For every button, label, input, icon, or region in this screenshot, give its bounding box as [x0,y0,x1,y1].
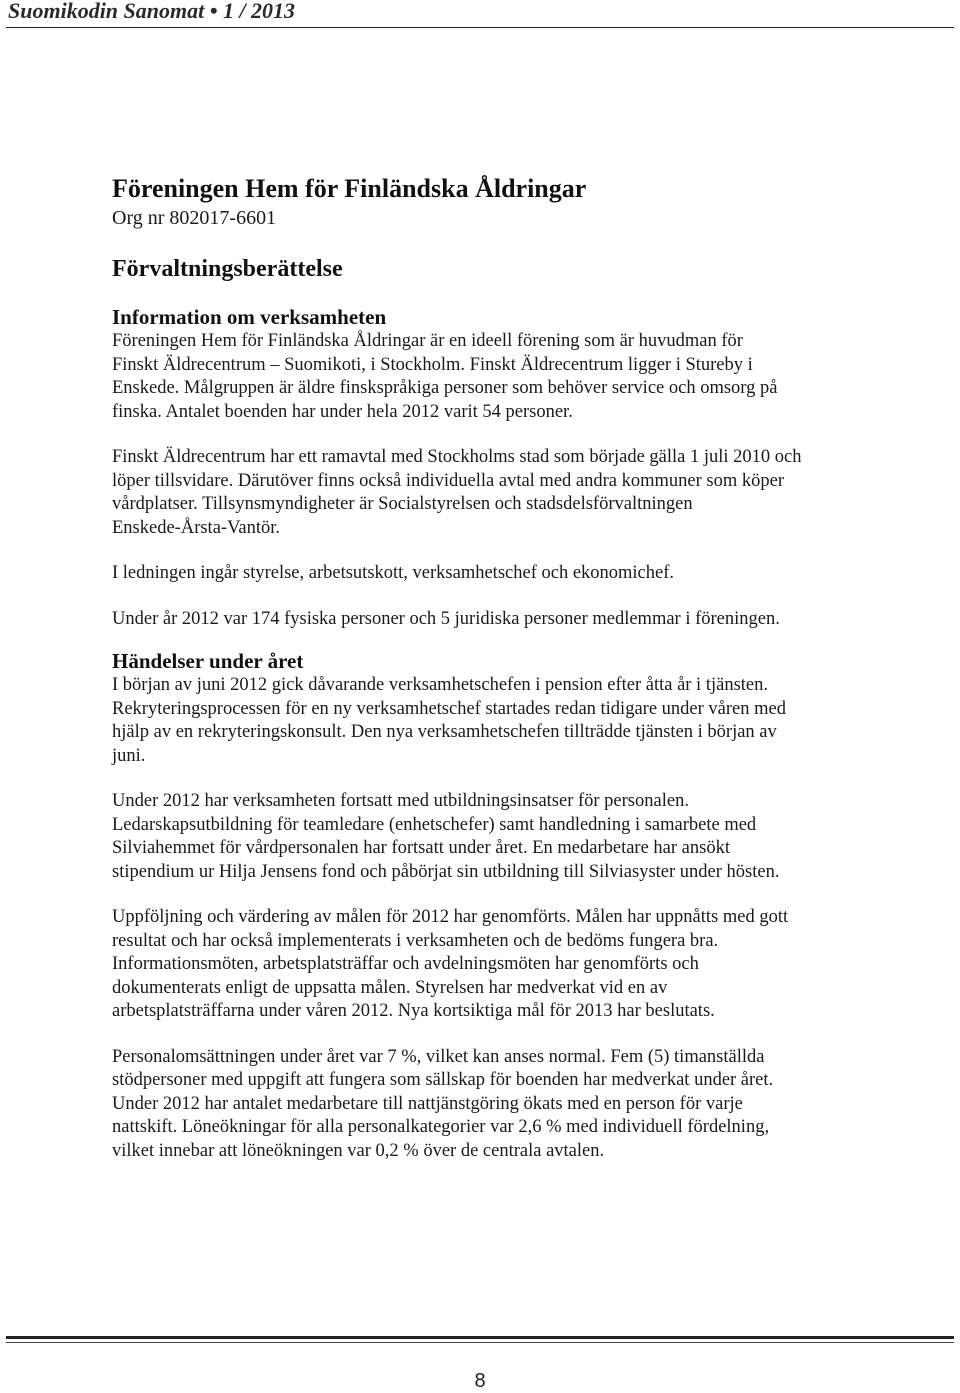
text-line: vilket innebar att löneökningen var 0,2 % över de centrala avtalen. [112,1140,605,1161]
text-line: Under 2012 har verksamheten fortsatt med utbildningsinsatser för personalen. [112,791,689,811]
section-events [112,648,902,1163]
text-line: Ledarskapsutbildning för teamledare (enhetschefer) samt handledning i samarbete med [112,814,757,835]
text-line: Finskt Äldrecentrum har ett ramavtal med Stockholms stad som började gälla 1 juli 2010 och [112,447,802,467]
text-line: finska. Antalet boenden har under hela 2012 varit 54 personer. [112,401,573,422]
text-line: Informationsmöten, arbetsplatsträffar och avdelningsmöten har genomförts och [112,954,699,974]
text-line: arbetsplatsträffarna under våren 2012. Nya kortsiktiga mål för 2013 har beslutats. [112,1001,715,1021]
document-body [112,172,902,1163]
text-line: stödpersoner med uppgift att fungera som sällskap för boenden har medverkat under året. [112,1070,774,1090]
organization-name: Föreningen Hem för Finländska Åldringar [112,174,587,203]
text-line: Silviahemmet för vårdpersonalen har fortsatt under året. En medarbetare har ansökt [112,838,730,858]
text-line: I början av juni 2012 gick dåvarande verksamhetschefen i pension efter åtta år i tjänsten. [112,675,768,695]
section-information [112,304,902,631]
text-line: Uppföljning och värdering av målen för 2012 har genomförts. Målen har uppnåtts med gott [112,907,789,927]
paragraph [112,1046,902,1164]
masthead [6,0,954,28]
paragraph [112,906,902,1024]
text-line: nattskift. Löneökningar för alla personalkategorier var 2,6 % med individuell fördelning, [112,1117,770,1137]
organization-number: Org nr 802017-6601 [112,207,277,229]
footer-divider [6,1336,954,1343]
text-line: stipendium ur Hilja Jensens fond och påbörjat sin utbildning till Silviasyster under hösten. [112,861,780,882]
page-number: 8 [474,1370,486,1392]
text-line: Enskede-Årsta-Vantör. [112,517,280,538]
paragraph [112,330,902,424]
text-line: Enskede. Målgruppen är äldre finskspråkiga personer som behöver service och omsorg på [112,378,778,398]
text-line: Finskt Äldrecentrum – Suomikoti, i Stockholm. Finskt Äldrecentrum ligger i Stureby i [112,354,753,375]
paragraph [112,608,902,632]
footer-rule-thick [6,1336,954,1339]
text-line: juni. [112,745,146,766]
text-line: Föreningen Hem för Finländska Åldringar är en ideell förening som är huvudman för [112,331,743,351]
text-line: Under 2012 har antalet medarbetare till nattjänstgöring ökats med en person för varje [112,1093,743,1114]
text-line: Rekryteringsprocessen för en ny verksamhetschef startades redan tidigare under våren med [112,698,786,719]
text-line: resultat och har också implementerats i verksamheten och de bedöms fungera bra. [112,930,719,951]
paragraph [112,446,902,540]
section-heading-information: Information om verksamheten [112,305,387,329]
paragraph [112,562,902,586]
text-line: I ledningen ingår styrelse, arbetsutskott, verksamhetschef och ekonomichef. [112,563,675,583]
text-line: dokumenterats enligt de uppsatta målen. Styrelsen har medverkat vid en av [112,977,668,998]
text-line: Personalomsättningen under året var 7 %, vilket kan anses normal. Fem (5) timanställda [112,1046,765,1067]
report-title: Förvaltningsberättelse [112,256,343,282]
masthead-title: Suomikodin Sanomat • 1 / 2013 [8,0,296,23]
text-line: Under år 2012 var 174 fysiska personer och 5 juridiska personer medlemmar i föreningen. [112,608,780,629]
text-line: hjälp av en rekryteringskonsult. Den nya verksamhetschefen tillträdde tjänsten i början av [112,722,777,742]
paragraph [112,674,902,768]
paragraph [112,790,902,884]
text-line: vårdplatser. Tillsynsmyndigheter är Socialstyrelsen och stadsdelsförvaltningen [112,494,693,514]
section-heading-events: Händelser under året [112,649,304,673]
footer-rule-thin [6,1342,954,1343]
text-line: löper tillsvidare. Därutöver finns också individuella avtal med andra kommuner som köper [112,470,784,491]
